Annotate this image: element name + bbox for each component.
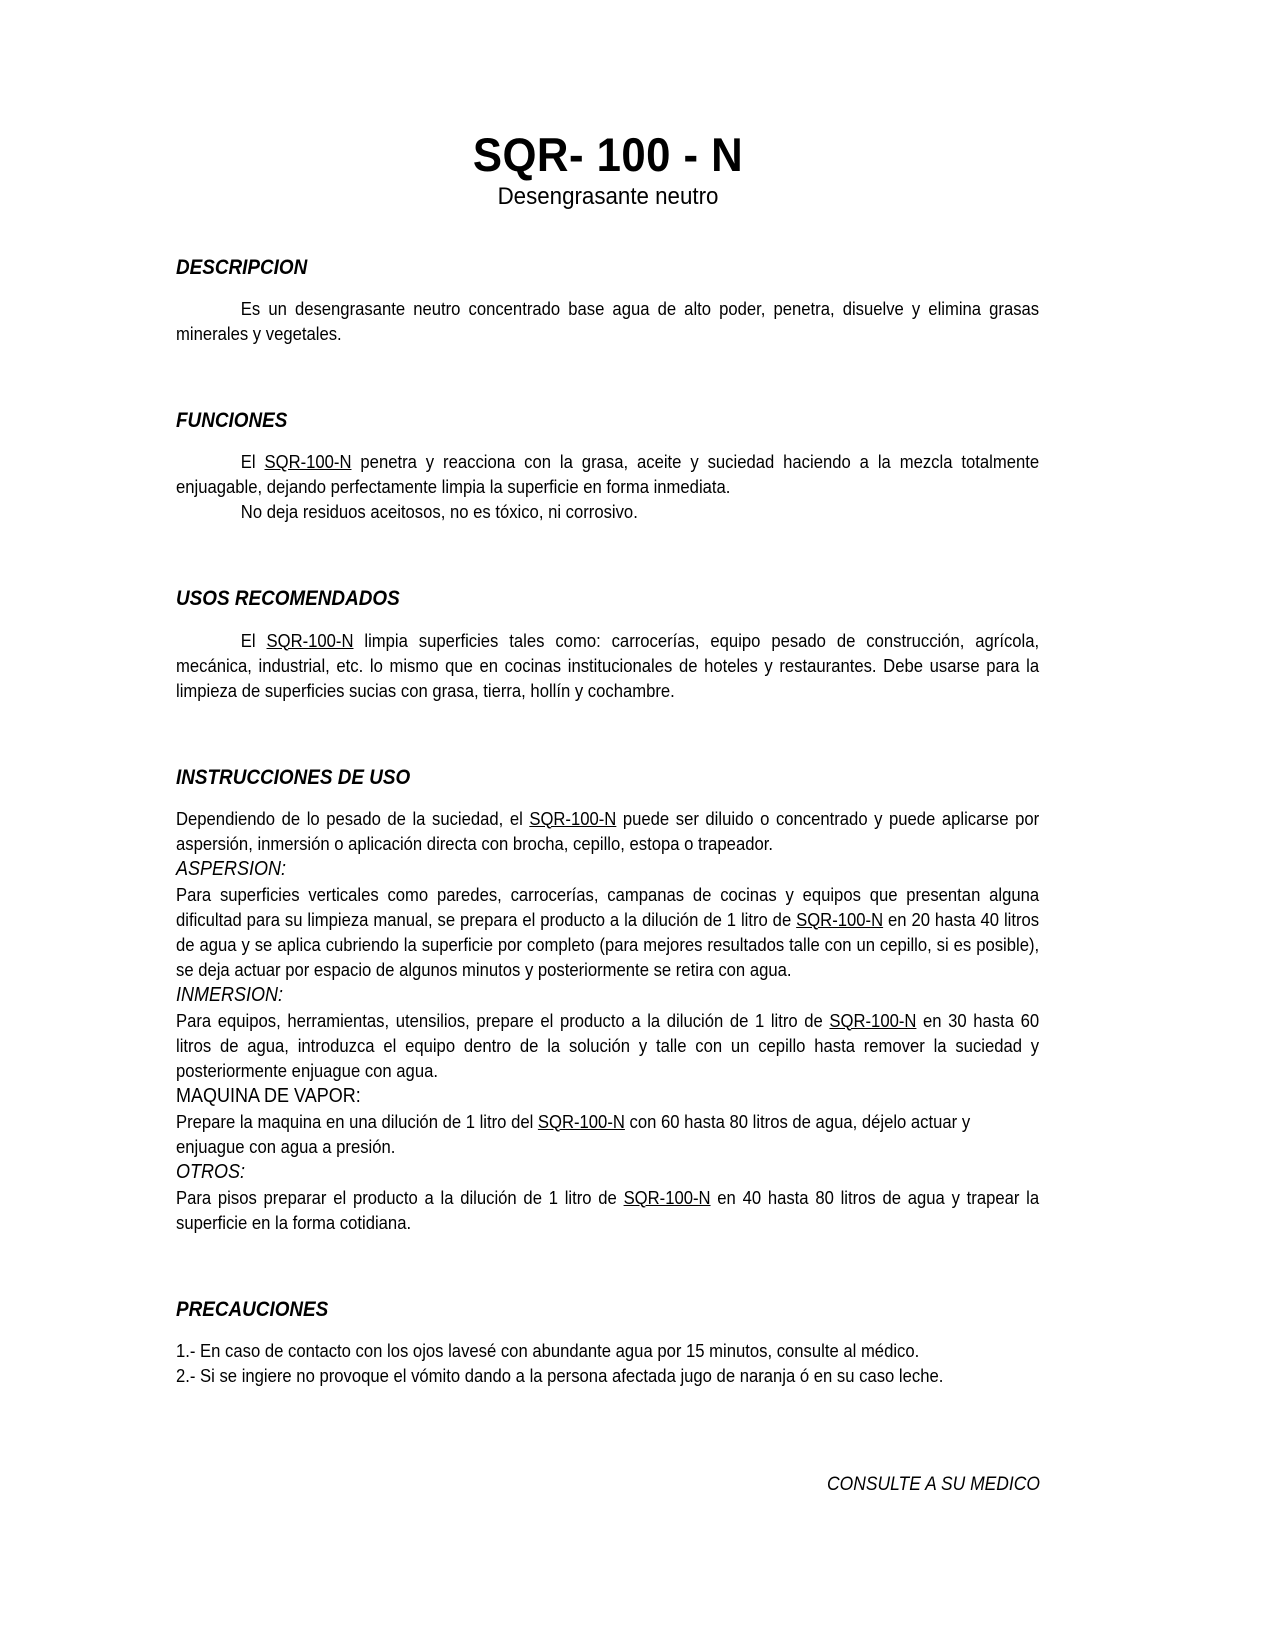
product-code-ref: SQR-100-N bbox=[537, 1110, 625, 1132]
spacer bbox=[176, 1235, 1040, 1297]
subsection-label-maquina-vapor: MAQUINA DE VAPOR: bbox=[176, 1084, 361, 1107]
aspersion-text-after: en 20 hasta 40 litros de agua y se aplica cubriendo la superficie por completo (para mejores resultados talle con un cepillo, si es posible), se deja actuar por espacio de algunos minutos y posteriormente se retira con agua. bbox=[176, 908, 1040, 980]
usos-text-before: El bbox=[240, 629, 267, 651]
section-heading-descripcion: DESCRIPCION bbox=[176, 255, 308, 279]
instrucciones-intro bbox=[176, 806, 1039, 856]
section-heading-funciones: FUNCIONES bbox=[176, 409, 288, 433]
subsection-label-otros: OTROS: bbox=[176, 1160, 246, 1183]
subsection-label-inmersion: INMERSION: bbox=[176, 983, 284, 1006]
product-code-ref: SQR-100-N bbox=[623, 1186, 711, 1208]
product-code-ref: SQR-100-N bbox=[529, 807, 617, 829]
product-code-ref: SQR-100-N bbox=[266, 629, 354, 651]
inmersion-text-after: en 30 hasta 60 litros de agua, introduzca el equipo dentro de la solución y talle con un cepillo hasta remover la suciedad y posteriormente enjuague con agua. bbox=[176, 1009, 1040, 1081]
spacer bbox=[176, 1450, 1040, 1474]
maquina-vapor-text-before: Prepare la maquina en una dilución de 1 litro del bbox=[176, 1110, 538, 1132]
document-content bbox=[176, 130, 1040, 1496]
subsection-label-aspersion: ASPERSION: bbox=[176, 857, 287, 880]
spacer bbox=[176, 1388, 1040, 1450]
maquina-vapor-text-after: con 60 hasta 80 litros de agua, déjelo actuar y enjuague con agua a presión. bbox=[176, 1110, 971, 1157]
spacer bbox=[176, 703, 1040, 765]
usos-text-after: limpia superficies tales como: carrocerías, equipo pesado de construcción, agrícola, mecánica, industrial, etc. lo mismo que en cocinas institucionales de hoteles y restaurantes. Debe usarse para la limpieza de superficies sucias con grasa, tierra, hollín y cochambre. bbox=[176, 629, 1040, 701]
product-code-ref: SQR-100-N bbox=[796, 908, 884, 930]
otros-text-after: en 40 hasta 80 litros de agua y trapear la superficie en la forma cotidiana. bbox=[176, 1186, 1040, 1233]
funciones-text-after: penetra y reacciona con la grasa, aceite y suciedad haciendo a la mezcla totalmente enjuagable, dejando perfectamente limpia la superficie en forma inmediata. bbox=[176, 451, 1040, 498]
maquina-vapor-paragraph bbox=[176, 1109, 1039, 1159]
spacer bbox=[176, 524, 1040, 586]
product-code-ref: SQR-100-N bbox=[264, 451, 352, 473]
footer-note: CONSULTE A SU MEDICO bbox=[826, 1473, 1040, 1495]
funciones-paragraph-1 bbox=[176, 449, 1039, 499]
section-heading-usos: USOS RECOMENDADOS bbox=[176, 587, 400, 611]
page-subtitle: Desengrasante neutro bbox=[497, 183, 719, 211]
inmersion-text-before: Para equipos, herramientas, utensilios, prepare el producto a la dilución de 1 litro de bbox=[176, 1009, 830, 1031]
otros-paragraph bbox=[176, 1185, 1039, 1235]
aspersion-text-before: Para superficies verticales como paredes, carrocerías, campanas de cocinas y equipos que presentan alguna dificultad para su limpieza manual, se prepara el producto a la dilución de 1 litro de bbox=[176, 883, 1040, 930]
usos-paragraph bbox=[176, 628, 1039, 703]
instrucciones-intro-before: Dependiendo de lo pesado de la suciedad, el bbox=[176, 807, 530, 829]
section-heading-instrucciones: INSTRUCCIONES DE USO bbox=[176, 765, 411, 789]
descripcion-paragraph: Es un desengrasante neutro concentrado base agua de alto poder, penetra, disuelve y elimina grasas minerales y vegetales. bbox=[176, 298, 1040, 345]
instrucciones-intro-after: puede ser diluido o concentrado y puede aplicarse por aspersión, inmersión o aplicación directa con brocha, cepillo, estopa o trapeador. bbox=[176, 807, 1040, 854]
spacer bbox=[176, 346, 1040, 408]
product-code-ref: SQR-100-N bbox=[829, 1009, 917, 1031]
funciones-text-before: El bbox=[240, 451, 265, 473]
otros-text-before: Para pisos preparar el producto a la dilución de 1 litro de bbox=[176, 1186, 624, 1208]
precaucion-item: 1.- En caso de contacto con los ojos lavesé con abundante agua por 15 minutos, consulte al médico. bbox=[176, 1339, 920, 1361]
page-title: SQR- 100 - N bbox=[472, 128, 744, 181]
funciones-paragraph-2: No deja residuos aceitosos, no es tóxico, ni corrosivo. bbox=[240, 501, 638, 523]
inmersion-paragraph bbox=[176, 1008, 1039, 1083]
section-heading-precauciones: PRECAUCIONES bbox=[176, 1297, 329, 1321]
aspersion-paragraph bbox=[176, 882, 1039, 982]
precaucion-item: 2.- Si se ingiere no provoque el vómito dando a la persona afectada jugo de naranja ó en su caso leche. bbox=[176, 1364, 944, 1386]
